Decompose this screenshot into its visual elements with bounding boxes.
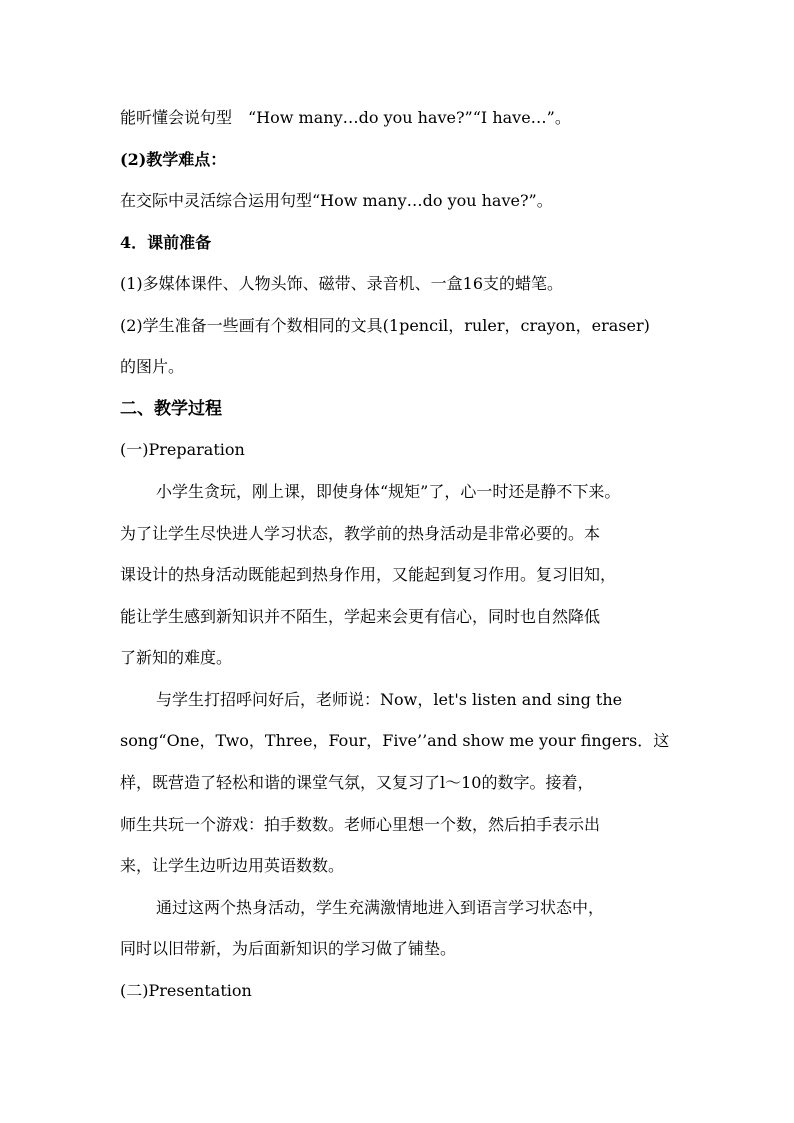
paragraph-line: 来，让学生边听边用英语数数。	[120, 856, 345, 875]
heading-preparation: (一)Preparation	[120, 440, 245, 459]
heading-preparation-before-class: 4．课前准备	[120, 233, 212, 252]
paragraph-line: 课设计的热身活动既能起到热身作用，又能起到复习作用。复习旧知，	[120, 565, 617, 584]
paragraph-line: 与学生打招呼问好后，老师说：Now，let's listen and sing the	[156, 690, 623, 709]
paragraph-line: 为了让学生尽快进人学习状态，教学前的热身活动是非常必要的。本	[120, 524, 601, 543]
heading-teaching-process: 二、教学过程	[120, 399, 222, 419]
text-line-prep-item-2: (2)学生准备一些画有个数相同的文具(1pencil，ruler，crayon，eraser)	[120, 316, 650, 335]
paragraph-line: 师生共玩一个游戏：拍手数数。老师心里想一个数，然后拍手表示出	[120, 815, 601, 834]
paragraph-line: 小学生贪玩，刚上课，即使身体“规矩”了，心一时还是静不下来。	[156, 482, 621, 501]
heading-presentation: (二)Presentation	[120, 981, 252, 1000]
paragraph-line: 同时以旧带新，为后面新知识的学习做了铺垫。	[120, 939, 457, 958]
heading-teaching-difficulty: (2)教学难点：	[120, 150, 227, 169]
paragraph-line: 了新知的难度。	[120, 648, 233, 667]
text-line-sentence-pattern: 能听懂会说句型 “How many…do you have?”“I have…”。	[120, 108, 571, 127]
paragraph-line: 样，既营造了轻松和谐的课堂气氛，又复习了l～10的数字。接着，	[120, 773, 594, 792]
text-line-difficulty-content: 在交际中灵活综合运用句型“How many…do you have?”。	[120, 191, 553, 210]
text-line-prep-item-2-cont: 的图片。	[120, 357, 185, 376]
paragraph-line: song“One，Two，Three，Four，Five’’and show me your fingers．这	[120, 731, 670, 750]
paragraph-line: 通过这两个热身活动，学生充满激情地进入到语言学习状态中，	[156, 898, 605, 917]
text-line-prep-item-1: (1)多媒体课件、人物头饰、磁带、录音机、一盒16支的蜡笔。	[120, 274, 564, 293]
paragraph-line: 能让学生感到新知识并不陌生，学起来会更有信心，同时也自然降低	[120, 607, 601, 626]
